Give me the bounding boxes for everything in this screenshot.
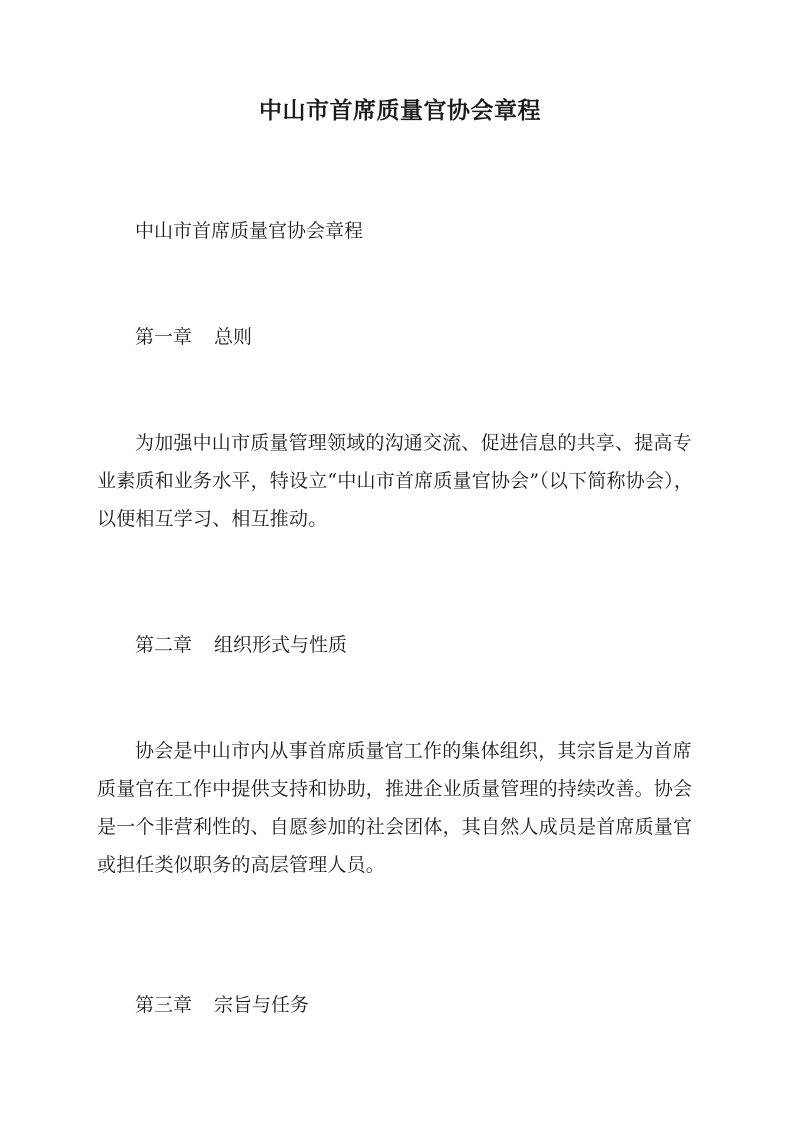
chapter-3-heading <box>135 986 309 1024</box>
chapter-1-heading <box>135 318 252 356</box>
document-subtitle: 中山市首席质量官协会章程 <box>135 220 364 242</box>
chapter-1-number: 第一章 <box>135 326 193 348</box>
chapter-2-number: 第二章 <box>135 634 193 656</box>
chapter-3-title: 宗旨与任务 <box>214 994 310 1016</box>
document-title: 中山市首席质量官协会章程 <box>259 97 541 124</box>
chapter-2-heading <box>135 626 347 664</box>
chapter-3-number: 第三章 <box>135 994 193 1016</box>
chapter-1-title: 总则 <box>214 326 253 348</box>
chapter-2-title: 组织形式与性质 <box>214 634 348 656</box>
chapter-1-body: 为加强中山市质量管理领域的沟通交流、促进信息的共享、提高专业素质和业务水平，特设立“中山市首席质量官协会”（以下简称协会），以便相互学习、相互推动。 <box>97 432 694 530</box>
chapter-2-body: 协会是中山市内从事首席质量官工作的集体组织，其宗旨是为首席质量官在工作中提供支持和协助，推进企业质量管理的持续改善。协会是一个非营利性的、自愿参加的社会团体，其自然人成员是首席质量官或担任类似职务的高层管理人员。 <box>97 740 693 876</box>
